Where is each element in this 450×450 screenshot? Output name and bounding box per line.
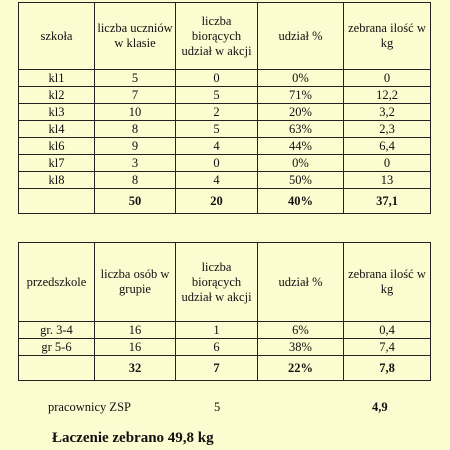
cell-class: kl2 [19,87,95,104]
cell-class: kl4 [19,121,95,138]
cell-group: gr. 3-4 [19,322,95,339]
cell-class: kl6 [19,138,95,155]
school-table [18,2,431,214]
cell-students: 3 [95,155,176,172]
staff-label: pracownicy ZSP [48,400,131,414]
cell-students: 9 [95,138,176,155]
cell-percent: 0% [258,155,344,172]
cell-class: kl3 [19,104,95,121]
cell-percent: 0% [258,70,344,87]
cell-kg: 0,4 [344,322,431,339]
cell-percent: 71% [258,87,344,104]
cell-students: 8 [95,172,176,189]
total-row [19,356,431,381]
cell-total-label [19,356,95,381]
cell-students: 7 [95,87,176,104]
cell-percent: 38% [258,339,344,356]
table-row [19,121,431,138]
cell-percent: 44% [258,138,344,155]
cell-persons: 16 [95,322,176,339]
cell-kg: 7,4 [344,339,431,356]
cell-percent: 63% [258,121,344,138]
cell-class: kl7 [19,155,95,172]
total-row [19,189,431,214]
cell-class: kl1 [19,70,95,87]
cell-kg: 3,2 [344,104,431,121]
header-share-percent: udział % [258,3,344,70]
header-collected-kg: zebrana ilość w kg [344,243,431,322]
cell-percent: 20% [258,104,344,121]
table-row [19,339,431,356]
cell-total-participants: 20 [176,189,258,214]
table-row [19,70,431,87]
cell-total-participants: 7 [176,356,258,381]
cell-total-kg: 7,8 [344,356,431,381]
table-row [19,104,431,121]
cell-participants: 2 [176,104,258,121]
cell-participants: 5 [176,87,258,104]
preschool-table-header [19,243,431,322]
school-table-header [19,3,431,70]
header-collected-kg: zebrana ilość w kg [344,3,431,70]
cell-students: 5 [95,70,176,87]
header-participants: liczba biorących udział w akcji [176,3,258,70]
cell-kg: 0 [344,155,431,172]
total-summary: Łaczenie zebrano 49,8 kg [52,430,214,446]
cell-participants: 0 [176,70,258,87]
cell-total-persons: 32 [95,356,176,381]
cell-participants: 5 [176,121,258,138]
cell-total-percent: 40% [258,189,344,214]
cell-kg: 6,4 [344,138,431,155]
staff-kg: 4,9 [372,400,388,414]
cell-participants: 4 [176,172,258,189]
preschool-table [18,242,431,381]
header-persons-in-group: liczba osób w grupie [95,243,176,322]
cell-total-kg: 37,1 [344,189,431,214]
table-row [19,155,431,172]
table-row [19,172,431,189]
table-row [19,87,431,104]
staff-count: 5 [214,400,221,414]
cell-persons: 16 [95,339,176,356]
cell-participants: 4 [176,138,258,155]
cell-kg: 12,2 [344,87,431,104]
cell-group: gr 5-6 [19,339,95,356]
header-students-in-class: liczba uczniów w klasie [95,3,176,70]
cell-percent: 6% [258,322,344,339]
table-row [19,322,431,339]
cell-kg: 13 [344,172,431,189]
cell-participants: 0 [176,155,258,172]
cell-students: 8 [95,121,176,138]
cell-total-percent: 22% [258,356,344,381]
header-preschool: przedszkole [19,243,95,322]
cell-kg: 2,3 [344,121,431,138]
cell-participants: 6 [176,339,258,356]
header-share-percent: udział % [258,243,344,322]
cell-kg: 0 [344,70,431,87]
cell-participants: 1 [176,322,258,339]
cell-class: kl8 [19,172,95,189]
header-participants: liczba biorących udział w akcji [176,243,258,322]
cell-students: 10 [95,104,176,121]
table-row [19,138,431,155]
cell-percent: 50% [258,172,344,189]
cell-total-students: 50 [95,189,176,214]
staff-row [18,398,430,418]
header-school: szkoła [19,3,95,70]
cell-total-label [19,189,95,214]
